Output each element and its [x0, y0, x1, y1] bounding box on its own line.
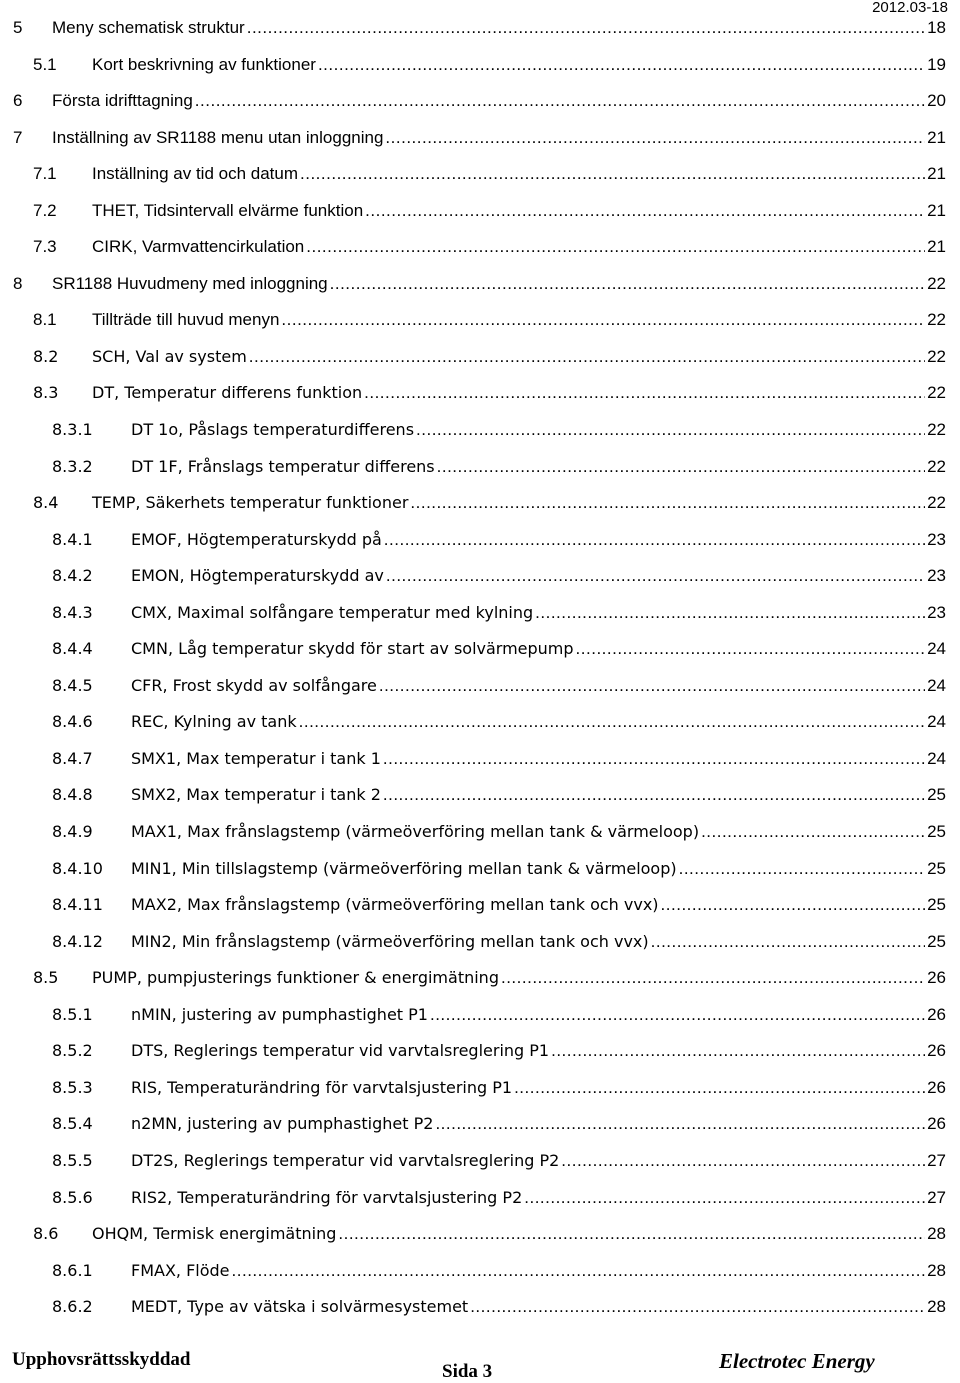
toc-entry-page: 26 — [927, 1041, 946, 1061]
toc-entry-number: 5.1 — [33, 54, 57, 74]
toc-entry-number: 8.4.4 — [52, 639, 93, 659]
toc-dot-leader — [299, 704, 925, 740]
toc-entry-page: 22 — [927, 346, 946, 366]
toc-entry-page: 24 — [927, 748, 946, 768]
toc-entry[interactable] — [0, 485, 960, 522]
toc-dot-leader — [306, 229, 925, 265]
toc-entry-title: SCH, Val av system — [92, 346, 247, 366]
toc-entry[interactable] — [0, 1180, 960, 1217]
toc-entry-title: THET, Tidsintervall elvärme funktion — [92, 200, 364, 220]
toc-entry[interactable] — [0, 522, 960, 559]
toc-entry-title: CMN, Låg temperatur skydd för start av solvärmepump — [131, 639, 574, 659]
toc-entry[interactable] — [0, 1033, 960, 1070]
toc-entry-title: EMON, Högtemperaturskydd av — [131, 566, 384, 586]
toc-entry-title: DT 1o, Påslags temperaturdifferens — [131, 420, 415, 440]
toc-entry[interactable] — [0, 156, 960, 193]
toc-entry-title: REC, Kylning av tank — [131, 712, 297, 732]
toc-entry-page: 22 — [927, 493, 946, 513]
toc-dot-leader — [195, 83, 925, 119]
toc-entry[interactable] — [0, 266, 960, 303]
toc-entry-page: 26 — [927, 968, 946, 988]
toc-entry[interactable] — [0, 814, 960, 851]
toc-entry-number: 8.5.6 — [52, 1187, 93, 1207]
toc-entry[interactable] — [0, 1253, 960, 1290]
toc-dot-leader — [364, 375, 925, 411]
toc-entry[interactable] — [0, 47, 960, 84]
toc-entry-page: 18 — [927, 18, 946, 37]
toc-dot-leader — [524, 1180, 925, 1216]
toc-entry-title: n2MN, justering av pumphastighet P2 — [131, 1114, 434, 1134]
toc-dot-leader — [247, 10, 925, 46]
toc-entry-page: 23 — [927, 566, 946, 586]
toc-dot-leader — [384, 522, 925, 558]
toc-entry-title: MAX2, Max frånslagstemp (värmeöverföring mellan tank och vvx) — [131, 895, 659, 915]
toc-dot-leader — [330, 266, 925, 302]
toc-entry-number: 8.4.6 — [52, 712, 93, 732]
footer-copyright: Upphovsrättsskyddad — [12, 1349, 191, 1370]
toc-dot-leader — [281, 302, 925, 338]
toc-entry-page: 25 — [927, 895, 946, 915]
toc-entry-page: 26 — [927, 1114, 946, 1134]
toc-entry-number: 8.4.2 — [52, 566, 93, 586]
toc-entry-number: 8.4.3 — [52, 602, 93, 622]
toc-entry-page: 21 — [927, 200, 946, 220]
toc-entry-title: Tillträde till huvud menyn — [92, 310, 280, 330]
toc-entry-page: 28 — [927, 1260, 946, 1280]
footer-page-number: Sida 3 — [442, 1361, 493, 1382]
toc-entry-number: 8.4.5 — [52, 675, 93, 695]
toc-entry-title: TEMP, Säkerhets temperatur funktioner — [92, 493, 409, 513]
toc-dot-leader — [701, 814, 925, 850]
page-header-date: 2012.03-18 — [872, 0, 948, 16]
toc-entry-title: RIS, Temperaturändring för varvtalsjustering P1 — [131, 1077, 513, 1097]
toc-entry-number: 8.4.1 — [52, 529, 93, 549]
toc-dot-leader — [383, 741, 925, 777]
toc-dot-leader — [501, 960, 925, 996]
toc-entry-page: 25 — [927, 931, 946, 951]
toc-dot-leader — [416, 412, 925, 448]
toc-entry-number: 8.5.1 — [52, 1004, 93, 1024]
toc-entry-page: 21 — [927, 127, 946, 147]
toc-entry[interactable] — [0, 120, 960, 157]
toc-entry[interactable] — [0, 229, 960, 266]
toc-entry-page: 26 — [927, 1004, 946, 1024]
toc-entry[interactable] — [0, 595, 960, 632]
toc-entry-number: 8.4.9 — [52, 822, 93, 842]
toc-dot-leader — [435, 1106, 925, 1142]
toc-dot-leader — [576, 631, 926, 667]
toc-entry-title: OHQM, Termisk energimätning — [92, 1224, 337, 1244]
toc-entry-title: SMX1, Max temperatur i tank 1 — [131, 748, 381, 768]
toc-entry[interactable] — [0, 1216, 960, 1253]
toc-entry[interactable] — [0, 375, 960, 412]
toc-entry-title: SR1188 Huvudmeny med inloggning — [52, 273, 328, 293]
toc-dot-leader — [365, 193, 925, 229]
toc-entry-title: MAX1, Max frånslagstemp (värmeöverföring mellan tank & värmeloop) — [131, 822, 700, 842]
toc-entry-page: 28 — [927, 1297, 946, 1317]
toc-entry-number: 8.4.11 — [52, 895, 103, 915]
toc-dot-leader — [338, 1216, 925, 1252]
toc-dot-leader — [651, 924, 925, 960]
toc-entry-title: FMAX, Flöde — [131, 1260, 230, 1280]
toc-entry-number: 8.4.8 — [52, 785, 93, 805]
toc-entry-page: 25 — [927, 822, 946, 842]
toc-entry-page: 20 — [927, 91, 946, 111]
toc-entry[interactable] — [0, 339, 960, 376]
toc-dot-leader — [430, 997, 925, 1033]
toc-entry[interactable] — [0, 741, 960, 778]
toc-entry-number: 6 — [13, 91, 23, 111]
toc-entry-title: MIN1, Min tillslagstemp (värmeöverföring mellan tank & värmeloop) — [131, 858, 677, 878]
toc-dot-leader — [561, 1143, 925, 1179]
toc-entry-title: RIS2, Temperaturändring för varvtalsjustering P2 — [131, 1187, 523, 1207]
toc-entry-page: 19 — [927, 54, 946, 74]
toc-entry[interactable] — [0, 1143, 960, 1180]
toc-entry-number: 8.4.10 — [52, 858, 103, 878]
toc-entry-number: 8.5 — [33, 968, 59, 988]
toc-entry-page: 26 — [927, 1077, 946, 1097]
toc-entry-number: 8.5.3 — [52, 1077, 93, 1097]
toc-entry[interactable] — [0, 193, 960, 230]
toc-entry-title: nMIN, justering av pumphastighet P1 — [131, 1004, 428, 1024]
toc-dot-leader — [249, 339, 925, 375]
toc-dot-leader — [470, 1289, 925, 1325]
toc-entry-number: 8.5.5 — [52, 1150, 93, 1170]
toc-entry-number: 8 — [13, 273, 23, 293]
toc-dot-leader — [379, 668, 925, 704]
footer-company: Electrotec Energy — [719, 1349, 875, 1373]
toc-entry-page: 24 — [927, 639, 946, 659]
toc-entry[interactable] — [0, 83, 960, 120]
toc-entry-page: 27 — [927, 1150, 946, 1170]
toc-entry-title: Kort beskrivning av funktioner — [92, 54, 316, 74]
toc-entry-page: 23 — [927, 602, 946, 622]
toc-entry-number: 8.1 — [33, 310, 57, 330]
toc-entry-title: Inställning av SR1188 menu utan inloggning — [52, 127, 384, 147]
toc-entry-title: EMOF, Högtemperaturskydd på — [131, 529, 382, 549]
toc-entry-page: 22 — [927, 273, 946, 293]
toc-entry-title: MIN2, Min frånslagstemp (värmeöverföring mellan tank och vvx) — [131, 931, 649, 951]
toc-entry-page: 24 — [927, 675, 946, 695]
toc-entry[interactable] — [0, 558, 960, 595]
toc-entry-title: CFR, Frost skydd av solfångare — [131, 675, 377, 695]
toc-entry-title: DT 1F, Frånslags temperatur differens — [131, 456, 435, 476]
toc-entry-number: 8.6.2 — [52, 1297, 93, 1317]
toc-entry-number: 8.2 — [33, 346, 59, 366]
toc-entry-page: 21 — [927, 164, 946, 184]
toc-entry-number: 7 — [13, 127, 23, 147]
toc-entry[interactable] — [0, 777, 960, 814]
toc-entry[interactable] — [0, 302, 960, 339]
toc-dot-leader — [386, 558, 925, 594]
toc-entry-page: 21 — [927, 237, 946, 257]
toc-entry-number: 8.3.1 — [52, 420, 93, 440]
toc-dot-leader — [318, 47, 925, 83]
toc-entry-page: 22 — [927, 456, 946, 476]
toc-entry[interactable] — [0, 1289, 960, 1326]
toc-entry-number: 8.4 — [33, 493, 59, 513]
toc-entry-number: 8.3.2 — [52, 456, 93, 476]
toc-dot-leader — [300, 156, 925, 192]
toc-entry[interactable] — [0, 924, 960, 961]
toc-dot-leader — [535, 595, 925, 631]
toc-entry-number: 7.1 — [33, 164, 57, 184]
toc-dot-leader — [383, 777, 925, 813]
page-footer — [0, 1340, 960, 1382]
toc-entry-number: 8.6 — [33, 1224, 59, 1244]
toc-dot-leader — [232, 1253, 926, 1289]
toc-entry-title: CIRK, Varmvattencirkulation — [92, 237, 305, 257]
toc-entry-title: SMX2, Max temperatur i tank 2 — [131, 785, 381, 805]
toc-entry-number: 7.3 — [33, 237, 57, 257]
toc-entry[interactable] — [0, 1070, 960, 1107]
toc-entry[interactable] — [0, 631, 960, 668]
toc-entry-number: 5 — [13, 18, 23, 37]
toc-entry-title: CMX, Maximal solfångare temperatur med kylning — [131, 602, 534, 622]
toc-dot-leader — [437, 449, 925, 485]
toc-entry-number: 8.3 — [33, 383, 59, 403]
toc-entry[interactable] — [0, 997, 960, 1034]
toc-entry-number: 8.5.2 — [52, 1041, 93, 1061]
toc-entry[interactable] — [0, 887, 960, 924]
toc-entry-number: 7.2 — [33, 200, 57, 220]
toc-entry[interactable] — [0, 704, 960, 741]
toc-entry-page: 23 — [927, 529, 946, 549]
toc-entry-number: 8.4.12 — [52, 931, 103, 951]
toc-entry-title: Inställning av tid och datum — [92, 164, 299, 184]
toc-entry-page: 22 — [927, 420, 946, 440]
toc-entry[interactable] — [0, 412, 960, 449]
toc-entry[interactable] — [0, 10, 960, 47]
toc-entry-title: MEDT, Type av vätska i solvärmesystemet — [131, 1297, 469, 1317]
toc-dot-leader — [551, 1033, 925, 1069]
toc-entry[interactable] — [0, 851, 960, 888]
toc-entry-title: Första idrifttagning — [52, 91, 193, 111]
toc-entry-page: 27 — [927, 1187, 946, 1207]
toc-entry-title: Meny schematisk struktur — [52, 18, 245, 37]
toc-entry[interactable] — [0, 1106, 960, 1143]
toc-entry-number: 8.5.4 — [52, 1114, 93, 1134]
toc-entry-page: 22 — [927, 310, 946, 330]
toc-entry-page: 22 — [927, 383, 946, 403]
toc-entry[interactable] — [0, 449, 960, 486]
toc-dot-leader — [385, 120, 925, 156]
toc-entry[interactable] — [0, 668, 960, 705]
toc-entry-page: 25 — [927, 785, 946, 805]
toc-dot-leader — [410, 485, 925, 521]
toc-entry-title: DTS, Reglerings temperatur vid varvtalsreglering P1 — [131, 1041, 550, 1061]
toc-entry[interactable] — [0, 960, 960, 997]
toc-entry-title: PUMP, pumpjusterings funktioner & energimätning — [92, 968, 499, 988]
toc-dot-leader — [514, 1070, 925, 1106]
toc-entry-number: 8.6.1 — [52, 1260, 93, 1280]
toc-entry-title: DT2S, Reglerings temperatur vid varvtalsreglering P2 — [131, 1150, 560, 1170]
toc-entry-title: DT, Temperatur differens funktion — [92, 383, 363, 403]
toc-entry-page: 28 — [927, 1224, 946, 1244]
table-of-contents — [0, 10, 960, 1326]
toc-dot-leader — [661, 887, 926, 923]
toc-dot-leader — [679, 851, 925, 887]
toc-entry-number: 8.4.7 — [52, 748, 93, 768]
toc-entry-page: 24 — [927, 712, 946, 732]
toc-entry-page: 25 — [927, 858, 946, 878]
